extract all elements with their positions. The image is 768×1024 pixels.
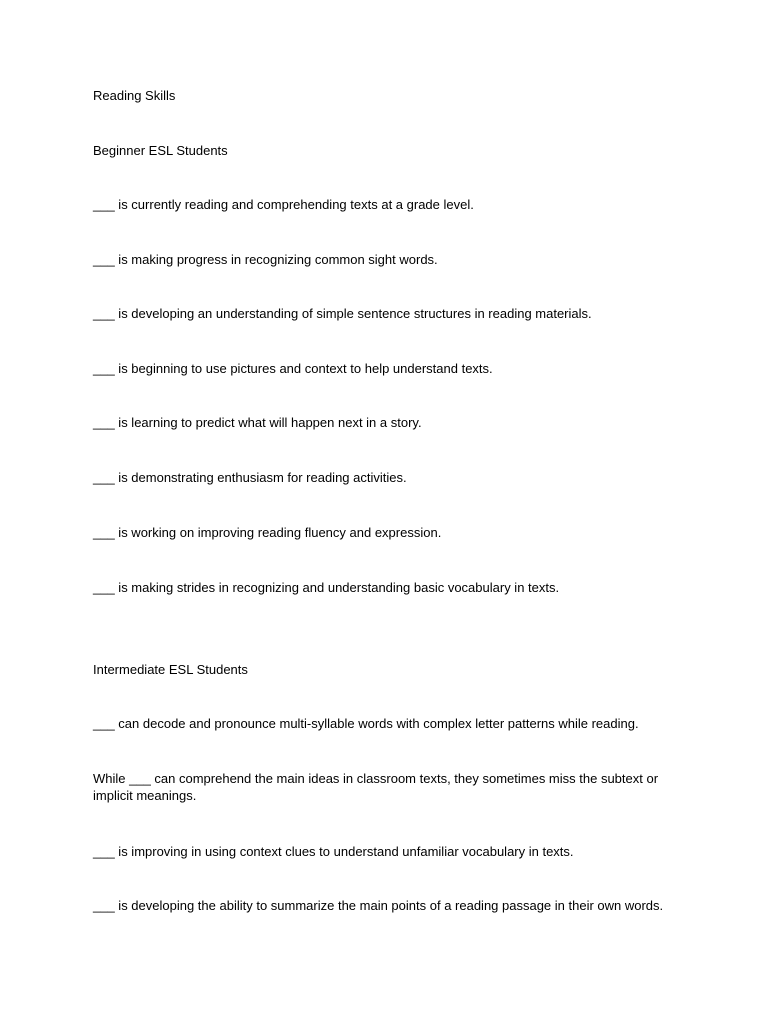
- document-title: Reading Skills: [93, 88, 176, 103]
- intermediate-heading: Intermediate ESL Students: [93, 662, 248, 677]
- intermediate-item-2: While ___ can comprehend the main ideas in classroom texts, they sometimes miss the subtext or implicit meanings.: [93, 771, 659, 803]
- intermediate-item-1: ___ can decode and pronounce multi-syllable words with complex letter patterns while reading.: [93, 716, 639, 731]
- beginner-item-2: ___ is making progress in recognizing common sight words.: [93, 252, 438, 267]
- beginner-item-4: ___ is beginning to use pictures and context to help understand texts.: [93, 361, 493, 376]
- beginner-item-5: ___ is learning to predict what will happen next in a story.: [93, 415, 422, 430]
- beginner-item-1: ___ is currently reading and comprehending texts at a grade level.: [93, 197, 474, 212]
- beginner-item-8: ___ is making strides in recognizing and understanding basic vocabulary in texts.: [93, 580, 560, 595]
- intermediate-item-4: ___ is developing the ability to summarize the main points of a reading passage in their own words.: [93, 898, 664, 913]
- beginner-heading: Beginner ESL Students: [93, 143, 228, 158]
- beginner-item-6: ___ is demonstrating enthusiasm for reading activities.: [93, 470, 407, 485]
- beginner-item-3: ___ is developing an understanding of simple sentence structures in reading materials.: [93, 306, 592, 321]
- intermediate-item-3: ___ is improving in using context clues to understand unfamiliar vocabulary in texts.: [93, 844, 574, 859]
- beginner-item-7: ___ is working on improving reading fluency and expression.: [93, 525, 442, 540]
